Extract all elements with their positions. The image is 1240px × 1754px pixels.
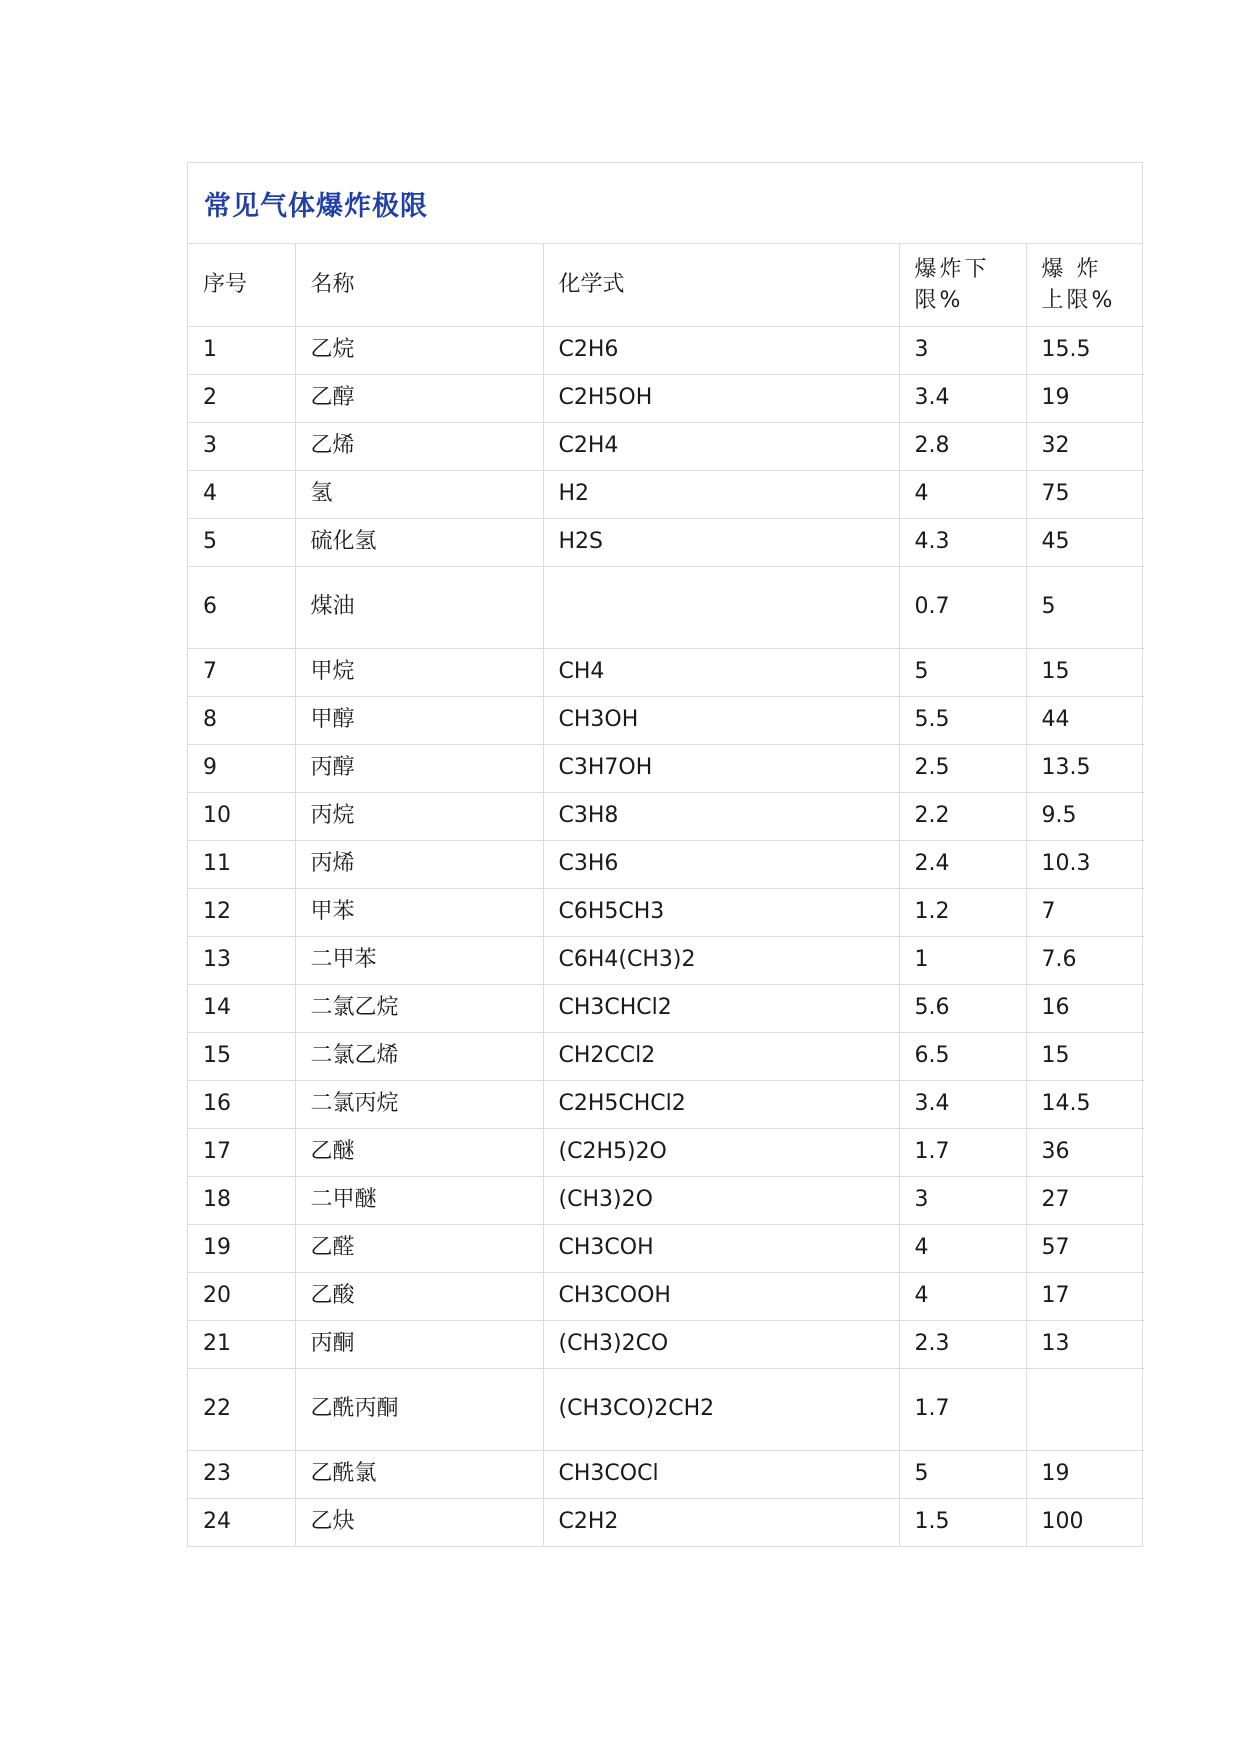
gas-explosion-limit-table <box>187 162 1143 1547</box>
table-row <box>188 648 1144 696</box>
cell-name: 氢 <box>295 470 543 518</box>
table-row <box>188 1224 1144 1272</box>
table-title: 常见气体爆炸极限 <box>204 190 428 222</box>
cell-index: 16 <box>188 1080 295 1128</box>
cell-index: 24 <box>188 1498 295 1546</box>
cell-index: 22 <box>188 1368 295 1450</box>
cell-formula: (CH3)2O <box>543 1176 899 1224</box>
cell-lower-limit: 4.3 <box>899 518 1026 566</box>
cell-name: 乙醇 <box>295 374 543 422</box>
cell-index: 13 <box>188 936 295 984</box>
header-lower-limit-label: 爆炸下限% <box>914 256 990 313</box>
cell-formula: CH3OH <box>543 696 899 744</box>
cell-formula: C3H8 <box>543 792 899 840</box>
cell-lower-limit: 2.4 <box>899 840 1026 888</box>
cell-index: 18 <box>188 1176 295 1224</box>
cell-lower-limit: 1.5 <box>899 1498 1026 1546</box>
cell-formula: CH3CHCl2 <box>543 984 899 1032</box>
cell-upper-limit: 14.5 <box>1026 1080 1144 1128</box>
cell-name: 甲苯 <box>295 888 543 936</box>
cell-name: 丙烯 <box>295 840 543 888</box>
cell-upper-limit: 17 <box>1026 1272 1144 1320</box>
cell-index: 3 <box>188 422 295 470</box>
table-row <box>188 1032 1144 1080</box>
cell-index: 14 <box>188 984 295 1032</box>
cell-formula: CH4 <box>543 648 899 696</box>
header-index: 序号 <box>188 244 295 326</box>
table-row <box>188 936 1144 984</box>
cell-formula: C3H7OH <box>543 744 899 792</box>
cell-upper-limit: 27 <box>1026 1176 1144 1224</box>
cell-formula: C2H6 <box>543 326 899 374</box>
cell-index: 12 <box>188 888 295 936</box>
cell-name: 二氯乙烯 <box>295 1032 543 1080</box>
cell-name: 乙炔 <box>295 1498 543 1546</box>
cell-formula: (CH3)2CO <box>543 1320 899 1368</box>
cell-name: 甲醇 <box>295 696 543 744</box>
cell-index: 17 <box>188 1128 295 1176</box>
cell-upper-limit: 15 <box>1026 648 1144 696</box>
cell-name: 丙烷 <box>295 792 543 840</box>
cell-lower-limit: 1.7 <box>899 1368 1026 1450</box>
cell-upper-limit: 75 <box>1026 470 1144 518</box>
cell-name: 二甲苯 <box>295 936 543 984</box>
table-row <box>188 326 1144 374</box>
cell-formula: C2H5OH <box>543 374 899 422</box>
cell-upper-limit: 44 <box>1026 696 1144 744</box>
cell-name: 乙酰氯 <box>295 1450 543 1498</box>
table-row <box>188 840 1144 888</box>
cell-upper-limit: 7.6 <box>1026 936 1144 984</box>
cell-lower-limit: 2.8 <box>899 422 1026 470</box>
cell-index: 8 <box>188 696 295 744</box>
cell-lower-limit: 1 <box>899 936 1026 984</box>
cell-formula: C6H5CH3 <box>543 888 899 936</box>
header-upper-limit <box>1026 244 1144 326</box>
cell-index: 10 <box>188 792 295 840</box>
cell-upper-limit: 19 <box>1026 1450 1144 1498</box>
table-row <box>188 1272 1144 1320</box>
table-row <box>188 1080 1144 1128</box>
cell-lower-limit: 2.2 <box>899 792 1026 840</box>
cell-name: 煤油 <box>295 566 543 648</box>
cell-lower-limit: 4 <box>899 1272 1026 1320</box>
cell-index: 11 <box>188 840 295 888</box>
table-title-row <box>188 163 1142 244</box>
cell-lower-limit: 5 <box>899 1450 1026 1498</box>
cell-lower-limit: 3.4 <box>899 374 1026 422</box>
table-row <box>188 518 1144 566</box>
cell-lower-limit: 3 <box>899 326 1026 374</box>
cell-upper-limit: 15.5 <box>1026 326 1144 374</box>
table-row <box>188 1450 1144 1498</box>
cell-upper-limit: 19 <box>1026 374 1144 422</box>
cell-name: 二氯丙烷 <box>295 1080 543 1128</box>
cell-upper-limit: 13 <box>1026 1320 1144 1368</box>
cell-lower-limit: 1.2 <box>899 888 1026 936</box>
table-row <box>188 1498 1144 1546</box>
cell-index: 1 <box>188 326 295 374</box>
table-row <box>188 984 1144 1032</box>
cell-formula: C3H6 <box>543 840 899 888</box>
cell-index: 20 <box>188 1272 295 1320</box>
table-row <box>188 1176 1144 1224</box>
cell-name: 乙烯 <box>295 422 543 470</box>
header-formula: 化学式 <box>543 244 899 326</box>
cell-formula: H2 <box>543 470 899 518</box>
table-row <box>188 792 1144 840</box>
cell-formula: C2H4 <box>543 422 899 470</box>
cell-lower-limit: 5 <box>899 648 1026 696</box>
table-row <box>188 1128 1144 1176</box>
cell-index: 6 <box>188 566 295 648</box>
table-row <box>188 566 1144 648</box>
cell-name: 乙醚 <box>295 1128 543 1176</box>
header-name: 名称 <box>295 244 543 326</box>
cell-lower-limit: 5.5 <box>899 696 1026 744</box>
header-row <box>188 244 1144 326</box>
cell-lower-limit: 4 <box>899 470 1026 518</box>
cell-upper-limit: 100 <box>1041 1509 1084 1535</box>
cell-lower-limit: 2.3 <box>899 1320 1026 1368</box>
cell-formula: CH3COH <box>543 1224 899 1272</box>
table-row <box>188 422 1144 470</box>
table-row <box>188 744 1144 792</box>
cell-lower-limit: 5.6 <box>899 984 1026 1032</box>
cell-lower-limit: 2.5 <box>899 744 1026 792</box>
cell-name: 丙酮 <box>295 1320 543 1368</box>
cell-upper-limit: 36 <box>1026 1128 1144 1176</box>
cell-upper-limit <box>1026 1368 1144 1450</box>
cell-index: 2 <box>188 374 295 422</box>
cell-name: 硫化氢 <box>295 518 543 566</box>
cell-upper-limit: 10.3 <box>1026 840 1144 888</box>
cell-lower-limit: 6.5 <box>899 1032 1026 1080</box>
cell-name: 二氯乙烷 <box>295 984 543 1032</box>
cell-name: 甲烷 <box>295 648 543 696</box>
table-row <box>188 1368 1144 1450</box>
cell-name: 丙醇 <box>295 744 543 792</box>
cell-index: 5 <box>188 518 295 566</box>
cell-upper-limit: 57 <box>1026 1224 1144 1272</box>
cell-formula: C2H5CHCl2 <box>543 1080 899 1128</box>
table-row <box>188 470 1144 518</box>
cell-name: 二甲醚 <box>295 1176 543 1224</box>
cell-name: 乙烷 <box>295 326 543 374</box>
cell-upper-limit: 13.5 <box>1026 744 1144 792</box>
cell-lower-limit: 3.4 <box>899 1080 1026 1128</box>
cell-formula: CH3COOH <box>543 1272 899 1320</box>
cell-upper-limit: 45 <box>1026 518 1144 566</box>
cell-index: 19 <box>188 1224 295 1272</box>
cell-name: 乙醛 <box>295 1224 543 1272</box>
header-lower-limit <box>899 244 1026 326</box>
cell-upper-limit: 16 <box>1026 984 1144 1032</box>
cell-formula: (CH3CO)2CH2 <box>543 1368 899 1450</box>
cell-formula: (C2H5)2O <box>543 1128 899 1176</box>
cell-formula <box>543 566 899 648</box>
cell-lower-limit: 3 <box>899 1176 1026 1224</box>
cell-formula: C2H2 <box>543 1498 899 1546</box>
cell-index: 15 <box>188 1032 295 1080</box>
cell-upper-limit: 9.5 <box>1026 792 1144 840</box>
cell-upper-limit: 32 <box>1026 422 1144 470</box>
table-row <box>188 374 1144 422</box>
cell-formula: CH2CCl2 <box>543 1032 899 1080</box>
cell-lower-limit: 4 <box>899 1224 1026 1272</box>
table-row <box>188 888 1144 936</box>
cell-upper-limit: 5 <box>1026 566 1144 648</box>
header-upper-limit-label: 爆 炸 上限% <box>1041 256 1116 313</box>
cell-index: 4 <box>188 470 295 518</box>
cell-index: 7 <box>188 648 295 696</box>
cell-formula: C6H4(CH3)2 <box>543 936 899 984</box>
cell-index: 23 <box>188 1450 295 1498</box>
table-row <box>188 696 1144 744</box>
table-row <box>188 1320 1144 1368</box>
cell-lower-limit: 0.7 <box>899 566 1026 648</box>
cell-upper-limit: 7 <box>1026 888 1144 936</box>
cell-index: 9 <box>188 744 295 792</box>
cell-name: 乙酸 <box>295 1272 543 1320</box>
cell-index: 21 <box>188 1320 295 1368</box>
cell-upper-limit: 15 <box>1026 1032 1144 1080</box>
cell-lower-limit: 1.7 <box>899 1128 1026 1176</box>
cell-name: 乙酰丙酮 <box>295 1368 543 1450</box>
data-table <box>188 244 1144 1546</box>
cell-formula: H2S <box>543 518 899 566</box>
cell-formula: CH3COCl <box>543 1450 899 1498</box>
